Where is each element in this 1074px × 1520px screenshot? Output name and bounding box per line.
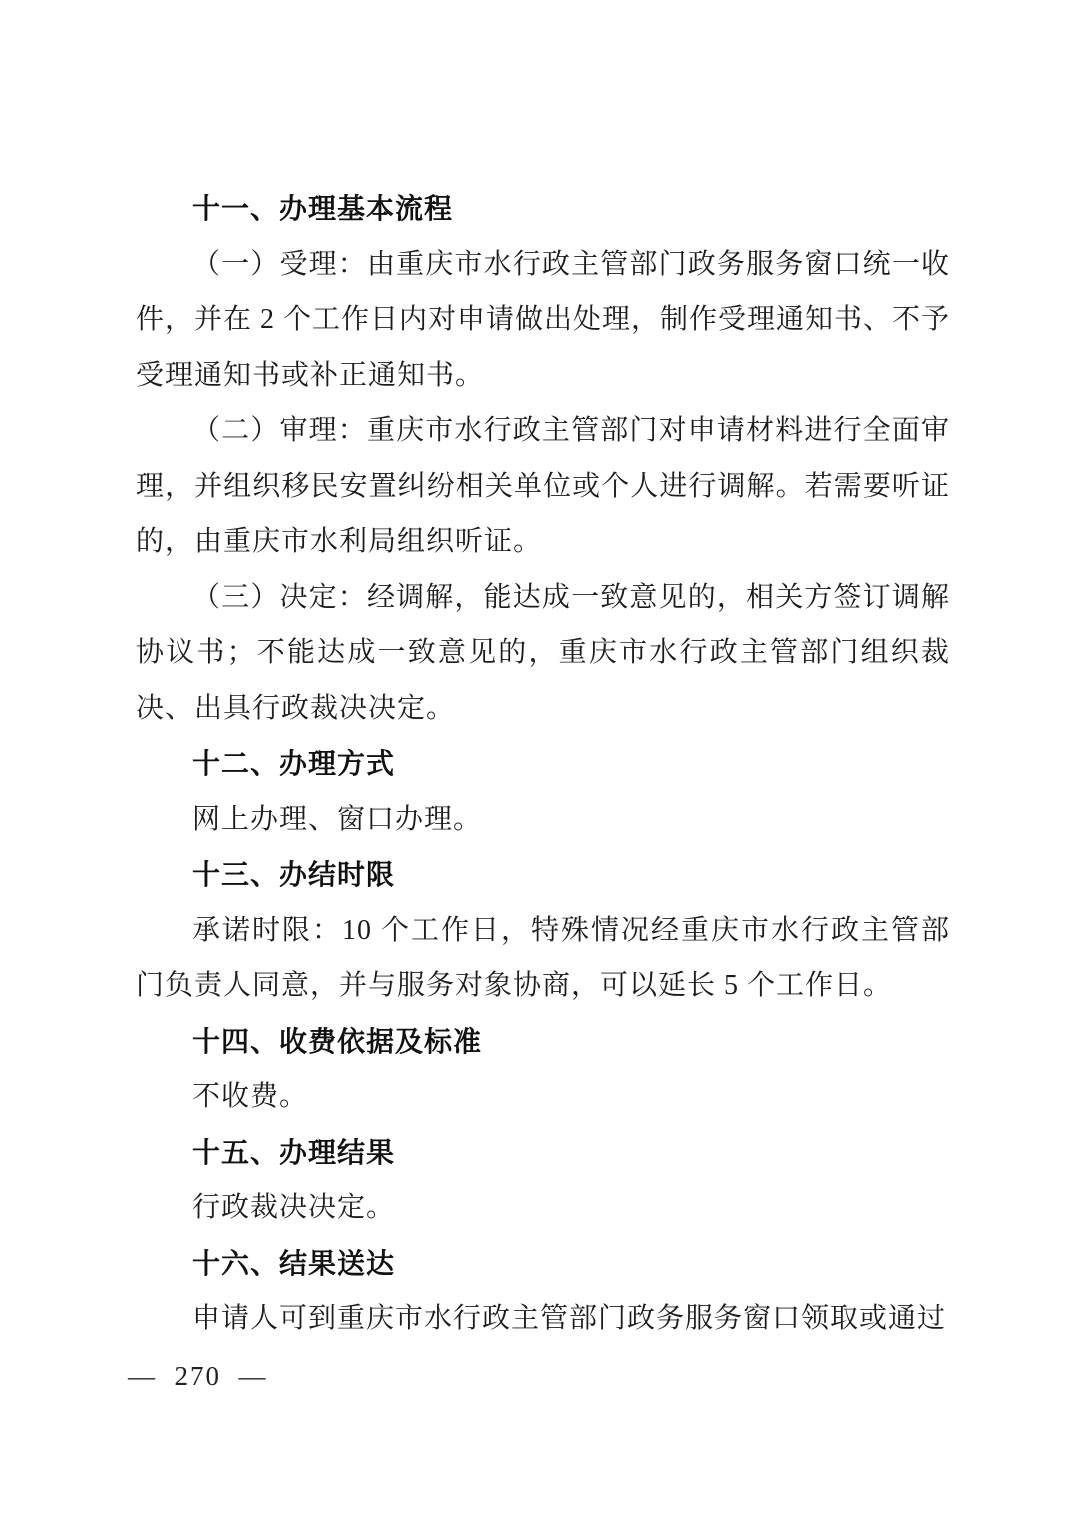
paragraph-fees: 不收费。 <box>192 1081 309 1112</box>
section-heading-14: 十四、收费依据及标准 <box>192 1025 483 1057</box>
section-heading-13: 十三、办结时限 <box>192 859 396 890</box>
page-number: — 270 — <box>128 1361 268 1391</box>
paragraph-acceptance: （一）受理：由重庆市水行政主管部门政务服务窗口统一收件，并在 2 个工作日内对申请做出处理，制作受理通知书、不予受理通知书或补正通知书。 <box>136 248 951 391</box>
document-content <box>136 181 950 1347</box>
paragraph-result: 行政裁决决定。 <box>192 1192 396 1223</box>
paragraph-result-delivery: 申请人可到重庆市水行政主管部门政务服务窗口领取或通过 <box>192 1303 947 1334</box>
section-heading-12: 十二、办理方式 <box>192 748 396 779</box>
section-heading-11: 十一、办理基本流程 <box>192 193 454 224</box>
paragraph-time-limit: 承诺时限：10 个工作日，特殊情况经重庆市水行政主管部门负责人同意，并与服务对象协商，可以延长 5 个工作日。 <box>136 914 950 1001</box>
paragraph-handling-methods: 网上办理、窗口办理。 <box>192 803 483 835</box>
section-heading-16: 十六、结果送达 <box>192 1247 396 1279</box>
paragraph-review: （二）审理：重庆市水行政主管部门对申请材料进行全面审理，并组织移民安置纠纷相关单位或个人进行调解。若需要听证的，由重庆市水利局组织听证。 <box>136 415 950 557</box>
paragraph-decision: （三）决定：经调解，能达成一致意见的，相关方签订调解协议书；不能达成一致意见的，重庆市水行政主管部门组织裁决、出具行政裁决决定。 <box>136 581 950 724</box>
section-heading-15: 十五、办理结果 <box>192 1136 396 1168</box>
